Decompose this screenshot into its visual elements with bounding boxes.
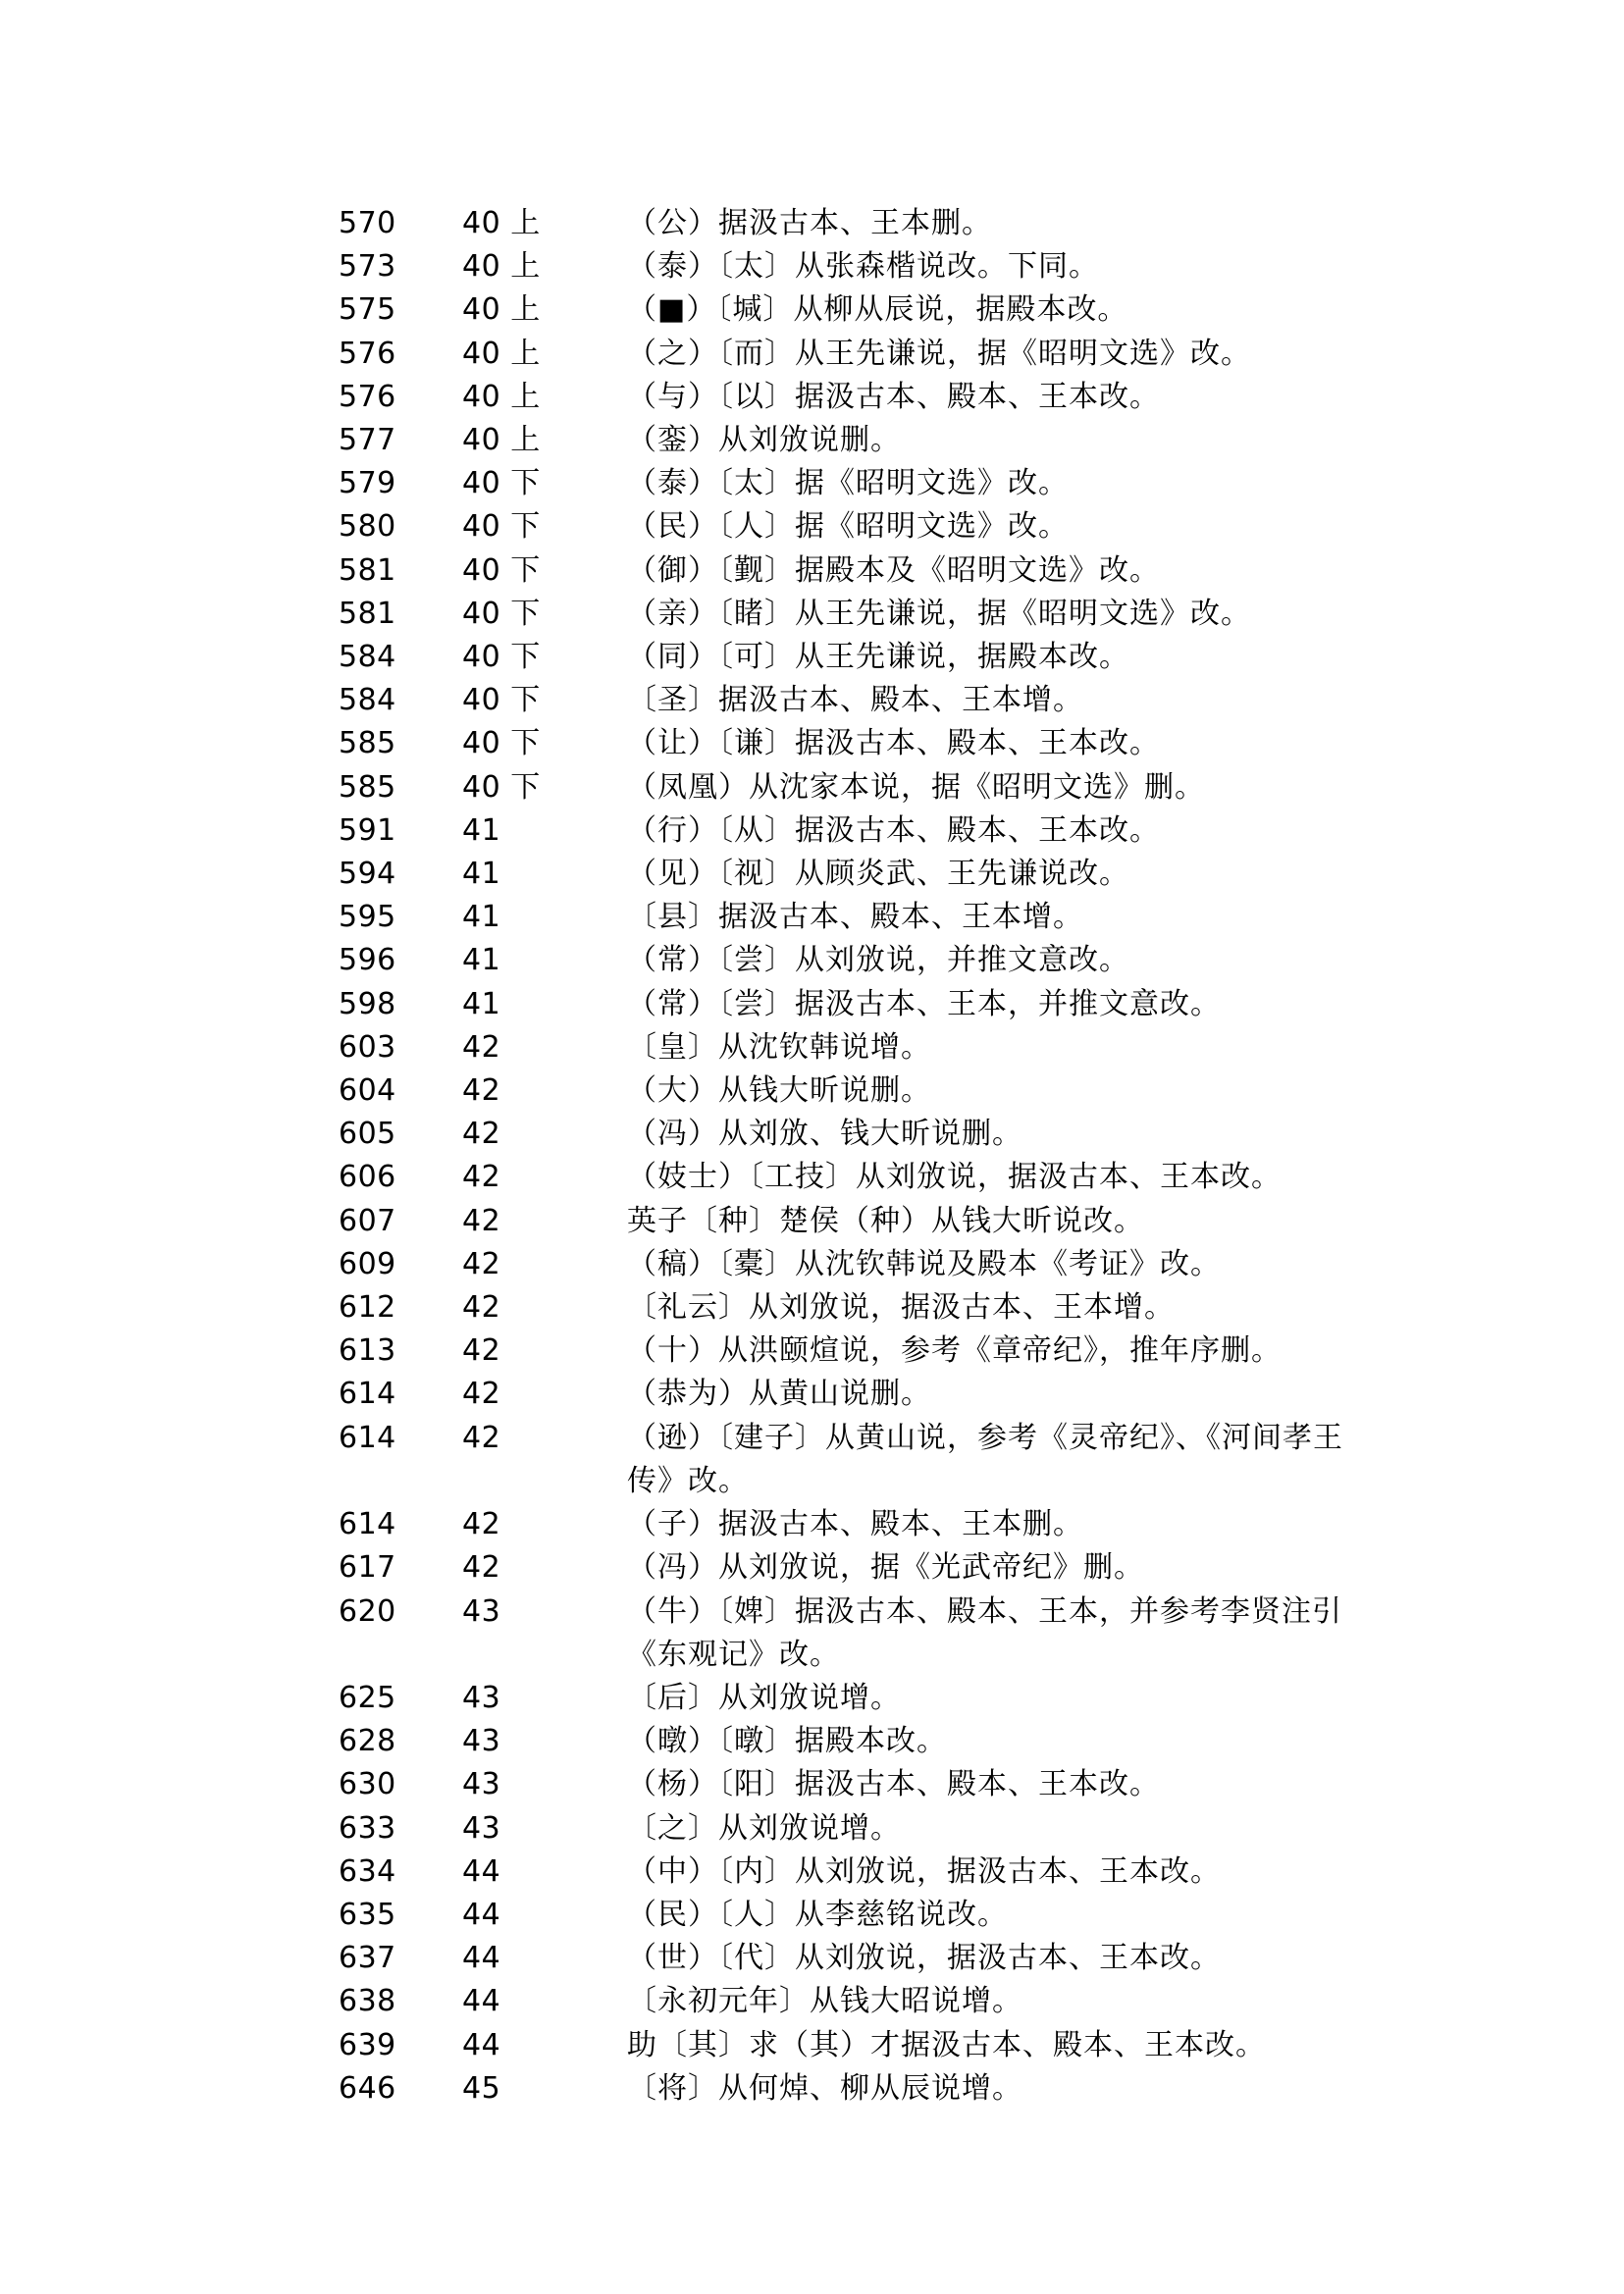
page-number: 639 — [339, 2027, 396, 2062]
collation-row — [339, 1069, 1379, 1113]
page-number: 625 — [339, 1680, 396, 1715]
collation-note: （稿）〔橐〕从沈钦韩说及殿本《考证》改。 — [627, 1246, 1221, 1281]
volume-number: 43 — [462, 1593, 501, 1629]
page-number: 620 — [339, 1593, 396, 1629]
volume-number: 42 — [462, 1550, 501, 1586]
volume-number: 41 — [462, 986, 501, 1021]
collation-row — [339, 1417, 1379, 1503]
volume-number: 42 — [462, 1160, 501, 1195]
page-number: 634 — [339, 1853, 396, 1889]
collation-note: （冯）从刘攽说，据《光武帝纪》删。 — [627, 1550, 1144, 1586]
volume-number: 40 下 — [462, 552, 541, 588]
collation-note: （世）〔代〕从刘攽说，据汲古本、王本改。 — [627, 1941, 1221, 1976]
volume-number: 40 下 — [462, 683, 541, 718]
volume-number: 40 上 — [462, 249, 541, 285]
volume-number: 40 下 — [462, 596, 541, 631]
volume-number: 41 — [462, 857, 501, 892]
volume-number: 40 上 — [462, 206, 541, 240]
collation-note: 英子〔种〕楚侯（种）从钱大昕说改。 — [627, 1203, 1144, 1238]
volume-number: 42 — [462, 1333, 501, 1369]
page-number: 635 — [339, 1897, 396, 1932]
collation-note: 〔之〕从刘攽说增。 — [627, 1810, 901, 1846]
collation-row — [339, 245, 1379, 288]
volume-number: 44 — [462, 1984, 501, 2019]
page-number: 585 — [339, 769, 396, 805]
collation-row — [339, 1937, 1379, 1980]
collation-note: （中）〔内〕从刘攽说，据汲古本、王本改。 — [627, 1853, 1221, 1889]
page-number: 630 — [339, 1767, 396, 1802]
collation-note: 〔礼云〕从刘攽说，据汲古本、王本增。 — [627, 1290, 1175, 1326]
volume-number: 42 — [462, 1420, 501, 1455]
collation-note: （泰）〔太〕从张森楷说改。下同。 — [627, 249, 1099, 285]
collation-note: （民）〔人〕从李慈铭说改。 — [627, 1897, 1008, 1932]
page-number: 584 — [339, 683, 396, 718]
collation-note: （杨）〔阳〕据汲古本、殿本、王本改。 — [627, 1767, 1160, 1802]
collation-note: （凤凰）从沈家本说，据《昭明文选》删。 — [627, 769, 1205, 805]
collation-note: （■）〔堿〕从柳从辰说，据殿本改。 — [627, 292, 1128, 328]
page-number: 646 — [339, 2070, 396, 2106]
page-number: 637 — [339, 1941, 396, 1976]
collation-row — [339, 505, 1379, 548]
volume-number: 43 — [462, 1810, 501, 1846]
collation-row — [339, 1113, 1379, 1156]
collation-list — [339, 202, 1379, 2111]
collation-note: （子）据汲古本、殿本、王本删。 — [627, 1507, 1083, 1542]
volume-number: 42 — [462, 1029, 501, 1065]
page-number: 598 — [339, 986, 396, 1021]
collation-row — [339, 679, 1379, 722]
page-number: 594 — [339, 857, 396, 892]
page-number: 577 — [339, 423, 396, 458]
page-number: 581 — [339, 552, 396, 588]
collation-note: 〔圣〕据汲古本、殿本、王本增。 — [627, 683, 1083, 718]
collation-row — [339, 2067, 1379, 2111]
volume-number: 42 — [462, 1377, 501, 1412]
page-number: 579 — [339, 466, 396, 501]
collation-row — [339, 983, 1379, 1026]
collation-row — [339, 462, 1379, 505]
volume-number: 44 — [462, 1853, 501, 1889]
collation-row — [339, 1980, 1379, 2023]
volume-number: 40 上 — [462, 379, 541, 414]
collation-note: （让）〔谦〕据汲古本、殿本、王本改。 — [627, 726, 1160, 761]
page-number: 580 — [339, 509, 396, 545]
page-number: 575 — [339, 292, 396, 328]
page-number: 628 — [339, 1724, 396, 1759]
collation-note: （妓士）〔工技〕从刘攽说，据汲古本、王本改。 — [627, 1160, 1282, 1195]
page-number: 603 — [339, 1029, 396, 1065]
collation-row — [339, 288, 1379, 332]
collation-row — [339, 1851, 1379, 1894]
collation-note: （民）〔人〕据《昭明文选》改。 — [627, 509, 1069, 545]
page-number: 585 — [339, 726, 396, 761]
collation-row — [339, 202, 1379, 245]
volume-number: 40 上 — [462, 423, 541, 458]
page-number: 570 — [339, 206, 396, 240]
collation-note: （与）〔以〕据汲古本、殿本、王本改。 — [627, 379, 1160, 414]
page-number: 613 — [339, 1333, 396, 1369]
collation-note: （公）据汲古本、王本删。 — [627, 206, 992, 240]
volume-number: 43 — [462, 1724, 501, 1759]
collation-row — [339, 636, 1379, 679]
page-number: 576 — [339, 336, 396, 371]
page-number: 617 — [339, 1550, 396, 1586]
volume-number: 42 — [462, 1073, 501, 1109]
volume-number: 42 — [462, 1507, 501, 1542]
collation-row — [339, 419, 1379, 462]
collation-note: 〔皇〕从沈钦韩说增。 — [627, 1029, 931, 1065]
volume-number: 44 — [462, 1897, 501, 1932]
volume-number: 40 下 — [462, 769, 541, 805]
collation-row — [339, 896, 1379, 939]
volume-number: 42 — [462, 1117, 501, 1152]
collation-row — [339, 722, 1379, 765]
volume-number: 40 上 — [462, 292, 541, 328]
collation-row — [339, 1329, 1379, 1373]
volume-number: 44 — [462, 1941, 501, 1976]
page-number: 604 — [339, 1073, 396, 1109]
page-number: 607 — [339, 1203, 396, 1238]
volume-number: 41 — [462, 812, 501, 848]
collation-row — [339, 1546, 1379, 1590]
collation-note: （见）〔视〕从顾炎武、王先谦说改。 — [627, 857, 1129, 892]
collation-note: （之）〔而〕从王先谦说，据《昭明文选》改。 — [627, 336, 1251, 371]
collation-note: 〔县〕据汲古本、殿本、王本增。 — [627, 900, 1083, 935]
volume-number: 40 上 — [462, 336, 541, 371]
collation-row — [339, 1720, 1379, 1763]
volume-number: 42 — [462, 1203, 501, 1238]
volume-number: 40 下 — [462, 726, 541, 761]
volume-number: 40 下 — [462, 466, 541, 501]
collation-note: （恭为）从黄山说删。 — [627, 1377, 931, 1412]
collation-note: （御）〔觐〕据殿本及《昭明文选》改。 — [627, 552, 1160, 588]
collation-row — [339, 853, 1379, 896]
collation-note: 〔永初元年〕从钱大昭说增。 — [627, 1984, 1022, 2019]
page-number: 573 — [339, 249, 396, 285]
page-number: 576 — [339, 379, 396, 414]
volume-number: 40 下 — [462, 640, 541, 675]
collation-row — [339, 1894, 1379, 1937]
collation-row — [339, 1677, 1379, 1720]
volume-number: 41 — [462, 900, 501, 935]
collation-row — [339, 1286, 1379, 1329]
collation-note: （冯）从刘攽、钱大昕说删。 — [627, 1117, 1022, 1152]
collation-row — [339, 1026, 1379, 1069]
collation-row — [339, 809, 1379, 853]
collation-row — [339, 1243, 1379, 1286]
collation-row — [339, 549, 1379, 593]
page-number: 614 — [339, 1507, 396, 1542]
page-number: 614 — [339, 1377, 396, 1412]
volume-number: 42 — [462, 1246, 501, 1281]
collation-note: （泰）〔太〕据《昭明文选》改。 — [627, 466, 1069, 501]
collation-row — [339, 333, 1379, 376]
collation-row — [339, 939, 1379, 982]
volume-number: 40 下 — [462, 509, 541, 545]
collation-row — [339, 1807, 1379, 1851]
collation-note: （同）〔可〕从王先谦说，据殿本改。 — [627, 640, 1129, 675]
collation-row — [339, 1590, 1379, 1677]
collation-row — [339, 1763, 1379, 1806]
volume-number: 41 — [462, 943, 501, 978]
collation-row — [339, 376, 1379, 419]
page-number: 612 — [339, 1290, 396, 1326]
collation-note: （大）从钱大昕说删。 — [627, 1073, 931, 1109]
volume-number: 42 — [462, 1290, 501, 1326]
collation-note: （十）从洪颐煊说，参考《章帝纪》，推年序删。 — [627, 1333, 1282, 1369]
collation-row — [339, 1200, 1379, 1243]
page-number: 609 — [339, 1246, 396, 1281]
volume-number: 43 — [462, 1680, 501, 1715]
collation-row — [339, 1156, 1379, 1199]
collation-note: （常）〔尝〕据汲古本、王本，并推文意改。 — [627, 986, 1221, 1021]
collation-note: （銮）从刘攽说删。 — [627, 423, 901, 458]
collation-row — [339, 593, 1379, 636]
collation-row — [339, 766, 1379, 809]
collation-note: 〔将〕从何焯、柳从辰说增。 — [627, 2070, 1022, 2106]
collation-row — [339, 1373, 1379, 1416]
page-number: 633 — [339, 1810, 396, 1846]
page-number: 605 — [339, 1117, 396, 1152]
collation-row — [339, 1503, 1379, 1546]
volume-number: 43 — [462, 1767, 501, 1802]
collation-row — [339, 2024, 1379, 2067]
collation-note: （牛）〔婢〕据汲古本、殿本、王本，并参考李贤注引《东观记》改。 — [627, 1593, 1342, 1672]
page-number: 596 — [339, 943, 396, 978]
page-number: 606 — [339, 1160, 396, 1195]
page-number: 591 — [339, 812, 396, 848]
collation-note: （逊）〔建子〕从黄山说，参考《灵帝纪》、《河间孝王传》改。 — [627, 1420, 1343, 1498]
volume-number: 45 — [462, 2070, 501, 2106]
collation-note: 助〔其〕求（其）才据汲古本、殿本、王本改。 — [627, 2027, 1266, 2062]
collation-note: （常）〔尝〕从刘攽说，并推文意改。 — [627, 943, 1129, 978]
collation-note: （行）〔从〕据汲古本、殿本、王本改。 — [627, 812, 1160, 848]
page-number: 595 — [339, 900, 396, 935]
page-number: 584 — [339, 640, 396, 675]
collation-note: 〔后〕从刘攽说增。 — [627, 1680, 901, 1715]
page-number: 614 — [339, 1420, 396, 1455]
volume-number: 44 — [462, 2027, 501, 2062]
page-number: 581 — [339, 596, 396, 631]
page-number: 638 — [339, 1984, 396, 2019]
collation-note: （暾）〔暾〕据殿本改。 — [627, 1724, 947, 1759]
collation-note: （亲）〔睹〕从王先谦说，据《昭明文选》改。 — [627, 596, 1251, 631]
